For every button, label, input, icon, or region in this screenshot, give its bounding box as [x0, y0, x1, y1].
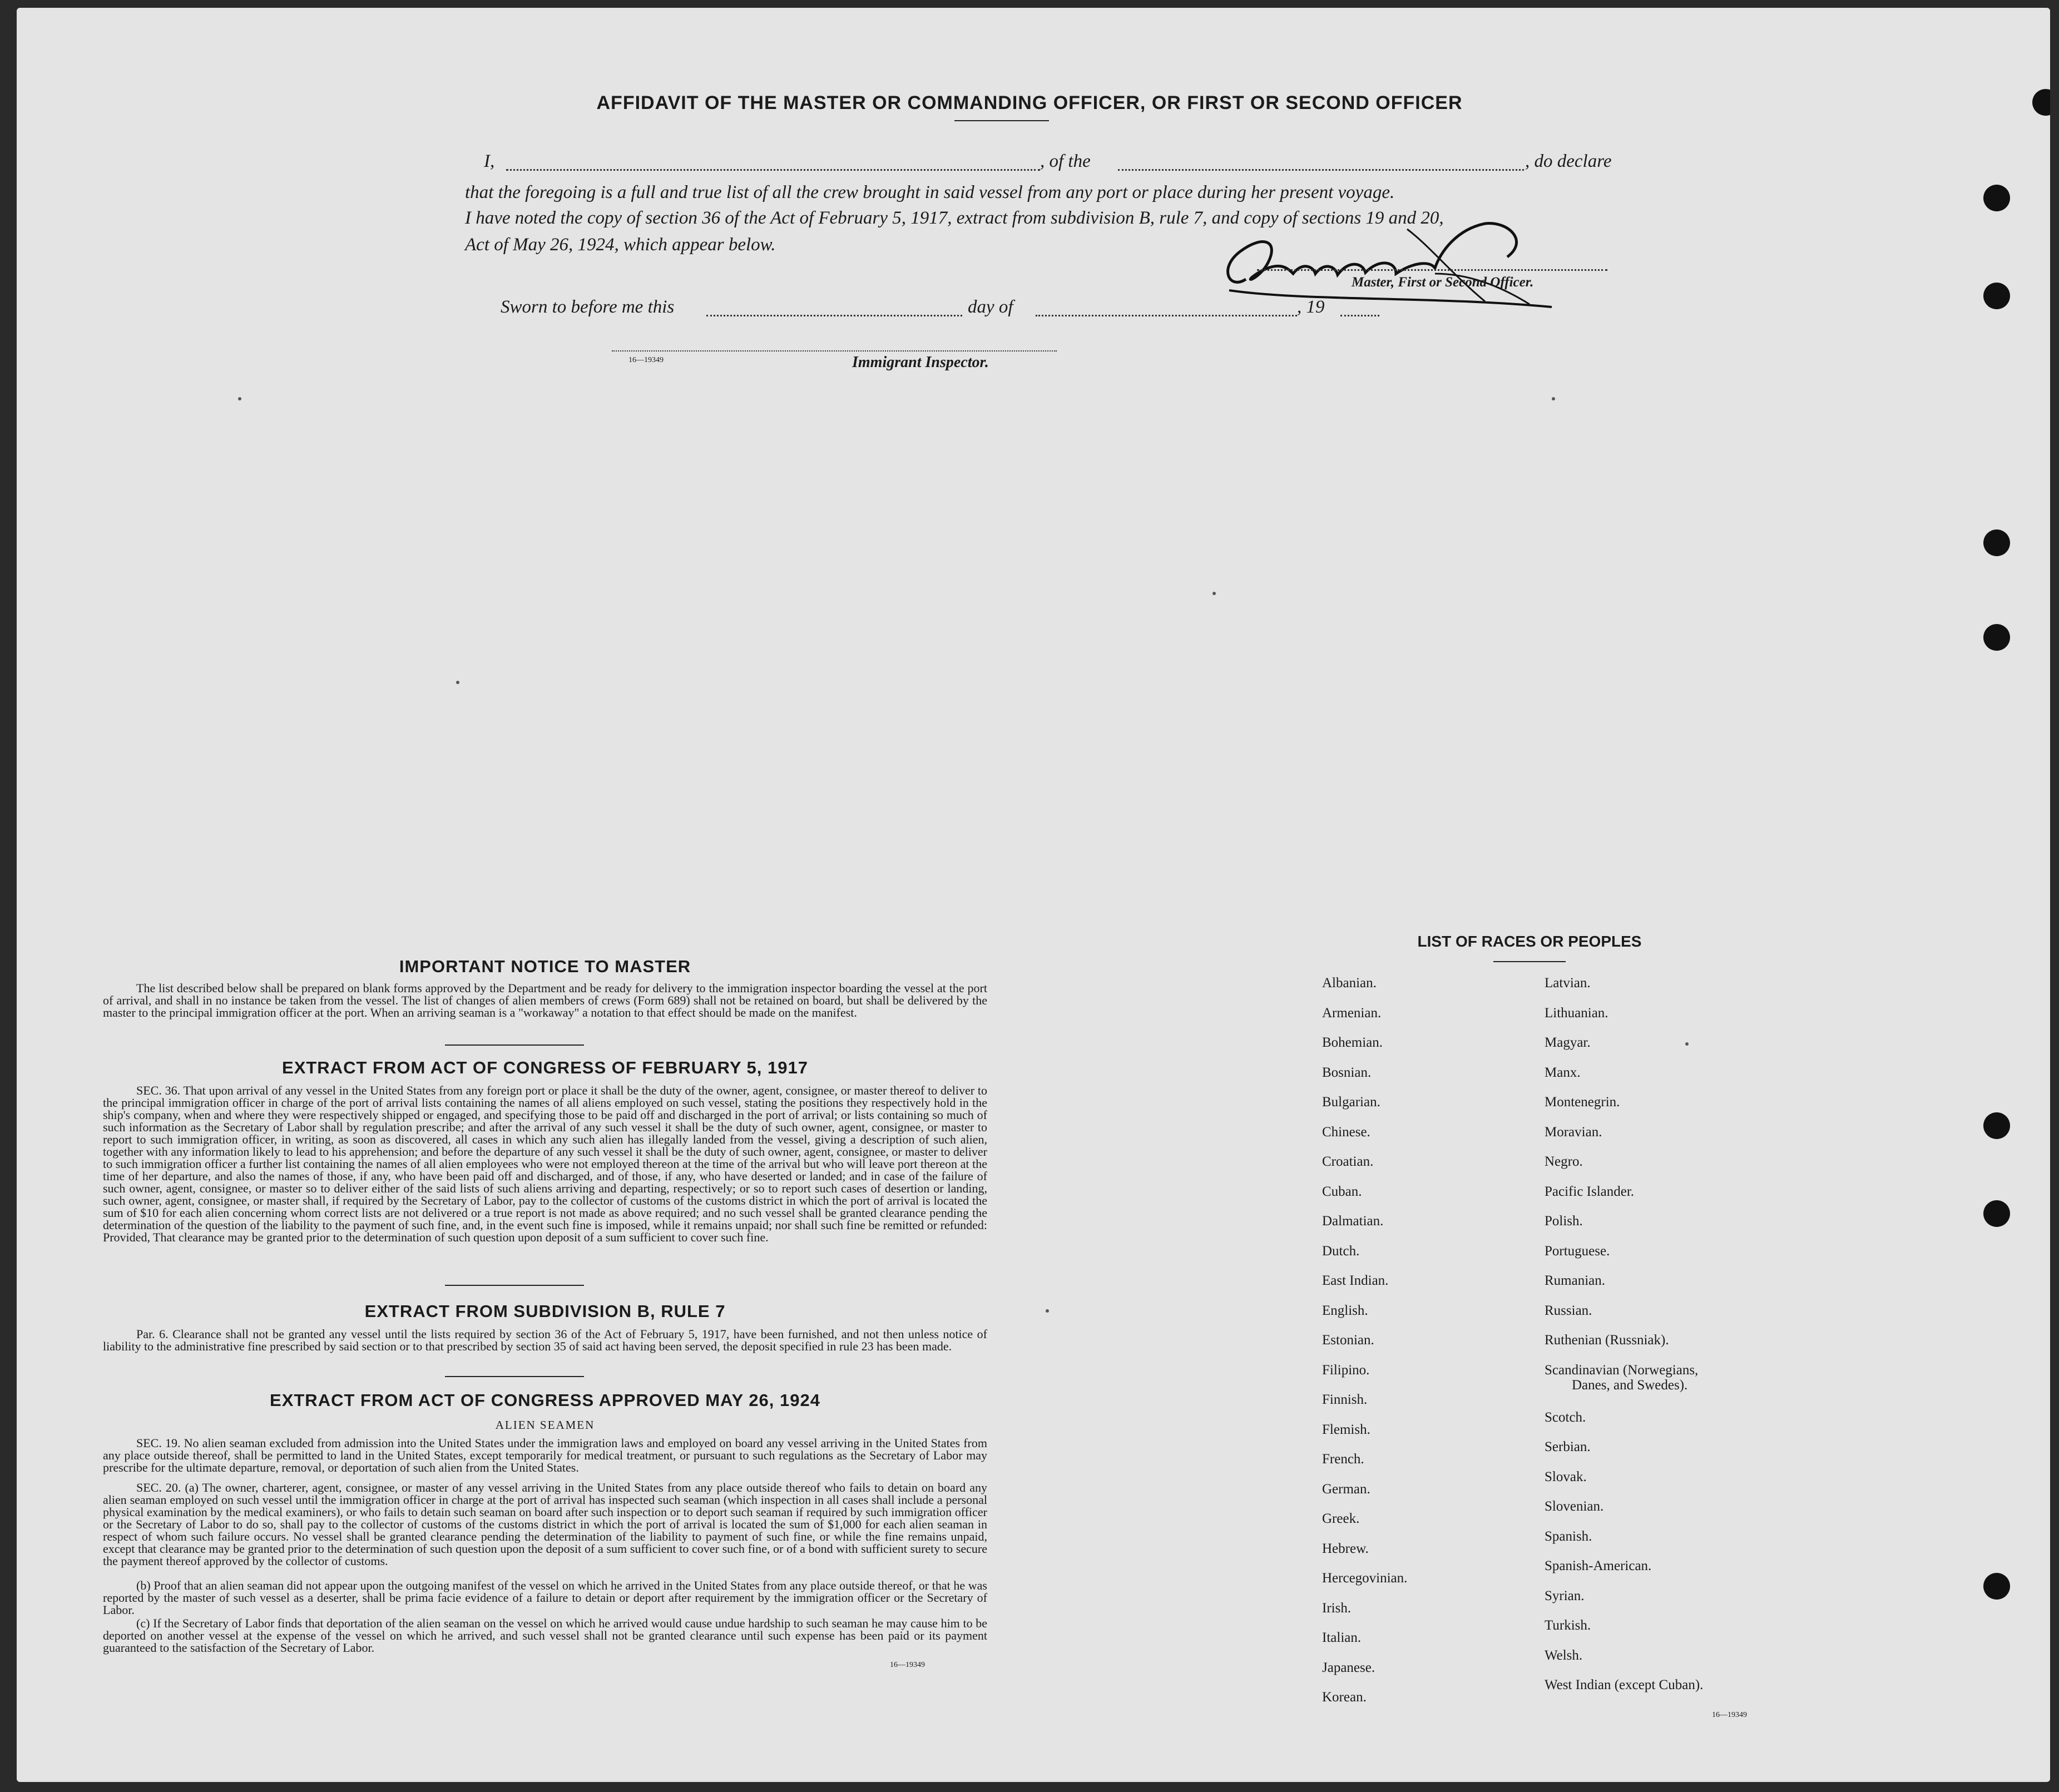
race-item: Flemish. [1322, 1422, 1370, 1437]
race-item: East Indian. [1322, 1273, 1389, 1288]
inspector-line [612, 350, 1057, 352]
divider [445, 1044, 584, 1046]
race-item: Hebrew. [1322, 1541, 1369, 1556]
race-item: Japanese. [1322, 1660, 1375, 1675]
race-item: Korean. [1322, 1690, 1367, 1705]
extract-1924-title: EXTRACT FROM ACT OF CONGRESS APPROVED MAY 26, 1924 [270, 1390, 820, 1410]
punch-hole [1983, 283, 2010, 309]
race-item: Dutch. [1322, 1243, 1360, 1259]
ink-speck [1046, 1309, 1049, 1313]
inspector-label: Immigrant Inspector. [852, 354, 989, 371]
sworn-day-blank [706, 315, 962, 316]
affidavit-line1-prefix: I, [484, 151, 495, 171]
form-number-left: 16—19349 [890, 1661, 925, 1669]
race-item: Dalmatian. [1322, 1214, 1384, 1229]
officer-signature [1196, 207, 1585, 318]
race-item: German. [1322, 1481, 1370, 1497]
divider [445, 1285, 584, 1286]
race-item: Scotch. [1545, 1409, 1586, 1425]
race-item: Manx. [1545, 1065, 1581, 1080]
sworn-year: , 19 [1297, 297, 1325, 317]
race-item: French. [1322, 1452, 1364, 1467]
race-item: Polish. [1545, 1214, 1583, 1229]
punch-hole [1983, 1200, 2010, 1227]
ink-speck [238, 397, 241, 400]
race-item: Negro. [1545, 1154, 1583, 1169]
race-item: Russian. [1545, 1303, 1592, 1318]
signature-line [1257, 269, 1607, 271]
sec20c-body: (c) If the Secretary of Labor finds that deportation of the alien seaman on the vessel on which he arrived would cause undue hardship to such seaman he may cause him to be deported on another vessel at the expense of the vessel on which he arrived, and such vessel shall not be granted clearance until such expense has been paid or its payment guaranteed to the satisfaction of the Secretary of Labor. [103, 1616, 987, 1655]
race-item: English. [1322, 1303, 1368, 1318]
notice-title: IMPORTANT NOTICE TO MASTER [399, 957, 691, 976]
race-item: Greek. [1322, 1511, 1360, 1526]
affidavit-title: AFFIDAVIT OF THE MASTER OR COMMANDING OFFICER, OR FIRST OR SECOND OFFICER [596, 92, 1463, 113]
extract-1917-body: SEC. 36. That upon arrival of any vessel in the United States from any foreign port or place it shall be the duty of the owner, agent, consignee, or master thereof to deliver to the principal immigration officer in charge of the port of arrival lists containing the names of all aliens employed on such vessel, stating the positions they respectively hold in the ship's company, when and where they were respectively shipped or engaged, and specifying those to be paid off and discharged in the port of arrival; or lists containing so much of such information as the Secretary of Labor shall by regulation prescribe; and after the arrival of any such vessel it shall be the duty of such owner, agent, consignee, or master to report to such immigration officer, in writing, as soon as discovered, all cases in which any such alien has illegally landed from the vessel, giving a description of such alien, together with any information likely to lead to his apprehension; and before the departure of any such vessel it shall be the duty of such owner, agent, consignee, or master to deliver to such immigration officer a further list containing the names of all alien employees who were not employed thereon at the time of the arrival but who will leave port thereon at the time of her departure, and also the names of those, if any, who have been paid off and discharged, and of those, if any, who have deserted or landed; and in case of the failure of such owner, agent, consignee, or master so to deliver either of the said lists of such aliens arriving and departing, respectively; or so to report such cases of desertion or landing, such owner, agent, consignee, or master shall, if required by the Secretary of Labor, pay to the collector of customs of the customs district in which the port of arrival is located the sum of $10 for each alien concerning whom correct lists are not delivered or a true report is not made as above required; and no such vessel shall be granted clearance pending the determination of the question of the liability to the payment of such fine, and, in the event such fine is imposed, while it remains unpaid; nor shall such fine be remitted or refunded: Provided, That clearance may be granted prior to the determination of such question upon deposit of a sum sufficient to cover such fine. [103, 1083, 987, 1244]
sec20a-body: SEC. 20. (a) The owner, charterer, agent, consignee, or master of any vessel arriving in the United States from any place outside thereof who fails to detain on board any alien seaman employed on such vessel until the immigration officer in charge at the port of arrival has inspected such seaman (which inspection in all cases shall include a personal physical examination by the medical examiners), or who fails to detain such seaman on board after such inspection or to deport such seaman if required by such immigration officer or the Secretary of Labor to do so, shall pay to the collector of customs of the customs district in which the port of arrival is located the sum of $1,000 for each alien seaman in respect of whom such failure occurs. No vessel shall be granted clearance pending the determination of the liability to payment of such fine, or while the fine remains unpaid, except that clearance may be granted prior to the determination of such question upon the deposit of a sum sufficient to cover such fine, or of a bond with sufficient surety to secure the payment thereof approved by the collector of customs. [103, 1481, 987, 1568]
divider [954, 120, 1049, 121]
divider [445, 1376, 584, 1377]
sworn-day-of: day of [968, 297, 1013, 317]
punch-hole [1983, 185, 2010, 211]
race-item: Bohemian. [1322, 1035, 1383, 1050]
affidavit-line4: Act of May 26, 1924, which appear below. [465, 235, 776, 255]
notice-body: The list described below shall be prepared on blank forms approved by the Department and be ready for delivery to the immigration inspector boarding the vessel at the port of arrival, and shall in no instance be taken from the vessel. The list of changes of alien members of crews (Form 689) shall not be retained on board, but shall be delivered by the master to the principal immigration officer at the port. When an arriving seaman is a "workaway" a notation to that effect should be made on the manifest. [103, 981, 987, 1019]
sworn-month-blank [1036, 315, 1297, 316]
race-item: Scandinavian (Norwegians, [1545, 1362, 1699, 1378]
race-item: Rumanian. [1545, 1273, 1606, 1288]
divider [1493, 961, 1566, 962]
extract-rule7-body: Par. 6. Clearance shall not be granted any vessel until the lists required by section 36 of the Act of February 5, 1917, have been furnished, and not then unless notice of liability to the administrative fine prescribed by said section or to that prescribed by section 35 of said act having been served, the deposit specified in rule 23 has been made. [103, 1327, 987, 1353]
race-item: Hercegovinian. [1322, 1571, 1408, 1586]
race-item: Portuguese. [1545, 1243, 1610, 1259]
race-item: Chinese. [1322, 1124, 1370, 1140]
vessel-blank [1118, 169, 1524, 171]
sec20b-body: (b) Proof that an alien seaman did not appear upon the outgoing manifest of the vessel on which he arrived in the United States from any place outside thereof, or that he was reported by the master of such vessel as a deserter, shall be prima facie evidence of a failure to detain or deport after requirement by the immigration officer or the Secretary of Labor. [103, 1578, 987, 1617]
form-number-top: 16—19349 [628, 356, 664, 364]
document-page [17, 8, 2050, 1782]
race-item: Montenegrin. [1545, 1095, 1620, 1110]
race-item: Slovenian. [1545, 1499, 1604, 1514]
race-item: Latvian. [1545, 976, 1591, 991]
affidavit-line3: I have noted the copy of section 36 of the Act of February 5, 1917, extract from subdivision B, rule 7, and copy of sections 19 and 20, [465, 208, 1444, 228]
races-title: LIST OF RACES OR PEOPLES [1417, 933, 1642, 950]
affidavit-line2: that the foregoing is a full and true list of all the crew brought in said vessel from any port or place during her present voyage. [465, 182, 1395, 202]
name-blank [506, 169, 1040, 171]
affidavit-of-the: , of the [1040, 151, 1091, 171]
race-item: Italian. [1322, 1630, 1362, 1645]
race-item: Croatian. [1322, 1154, 1374, 1169]
officer-label: Master, First or Second Officer. [1352, 275, 1534, 290]
punch-hole [1983, 1573, 2010, 1600]
race-item: Irish. [1322, 1600, 1352, 1616]
race-item: Magyar. [1545, 1035, 1591, 1050]
extract-rule7-title: EXTRACT FROM SUBDIVISION B, RULE 7 [364, 1301, 726, 1321]
race-item: Bosnian. [1322, 1065, 1372, 1080]
race-item: Filipino. [1322, 1362, 1370, 1378]
race-item: Lithuanian. [1545, 1005, 1608, 1021]
race-item: Danes, and Swedes). [1572, 1378, 1688, 1393]
sec19-body: SEC. 19. No alien seaman excluded from admission into the United States under the immigration laws and employed on board any vessel arriving in the United States from any place outside thereof, shall be permitted to land in the United States, except temporarily for medical treatment, or pursuant to such regulations as the Secretary of Labor may prescribe for the ultimate departure, removal, or deportation of such alien from the United States. [103, 1436, 987, 1474]
race-item: Albanian. [1322, 976, 1377, 991]
race-item: Serbian. [1545, 1439, 1591, 1454]
ink-speck [1685, 1042, 1689, 1046]
race-item: Bulgarian. [1322, 1095, 1380, 1110]
race-item: Ruthenian (Russniak). [1545, 1333, 1669, 1348]
race-item: Spanish. [1545, 1528, 1592, 1544]
ink-speck [1552, 397, 1555, 400]
race-item: Pacific Islander. [1545, 1184, 1635, 1199]
race-item: Armenian. [1322, 1005, 1382, 1021]
punch-hole [1983, 529, 2010, 556]
race-item: Estonian. [1322, 1333, 1374, 1348]
punch-hole [1983, 624, 2010, 651]
race-item: Moravian. [1545, 1124, 1602, 1140]
race-item: West Indian (except Cuban). [1545, 1677, 1704, 1692]
ink-speck [456, 681, 459, 684]
affidavit-line1-suffix: , do declare [1525, 151, 1612, 171]
race-item: Cuban. [1322, 1184, 1362, 1199]
alien-seamen-subtitle: ALIEN SEAMEN [495, 1418, 595, 1432]
race-item: Welsh. [1545, 1647, 1583, 1663]
punch-hole [1983, 1112, 2010, 1139]
race-item: Slovak. [1545, 1469, 1587, 1484]
race-item: Turkish. [1545, 1618, 1591, 1633]
sworn-year-blank [1340, 315, 1379, 316]
ink-speck [1212, 592, 1216, 595]
race-item: Spanish-American. [1545, 1558, 1652, 1573]
sworn-prefix: Sworn to before me this [501, 297, 675, 317]
race-item: Syrian. [1545, 1588, 1585, 1603]
race-item: Finnish. [1322, 1392, 1368, 1407]
extract-1917-title: EXTRACT FROM ACT OF CONGRESS OF FEBRUARY 5, 1917 [282, 1058, 808, 1077]
form-number-right: 16—19349 [1712, 1711, 1747, 1719]
